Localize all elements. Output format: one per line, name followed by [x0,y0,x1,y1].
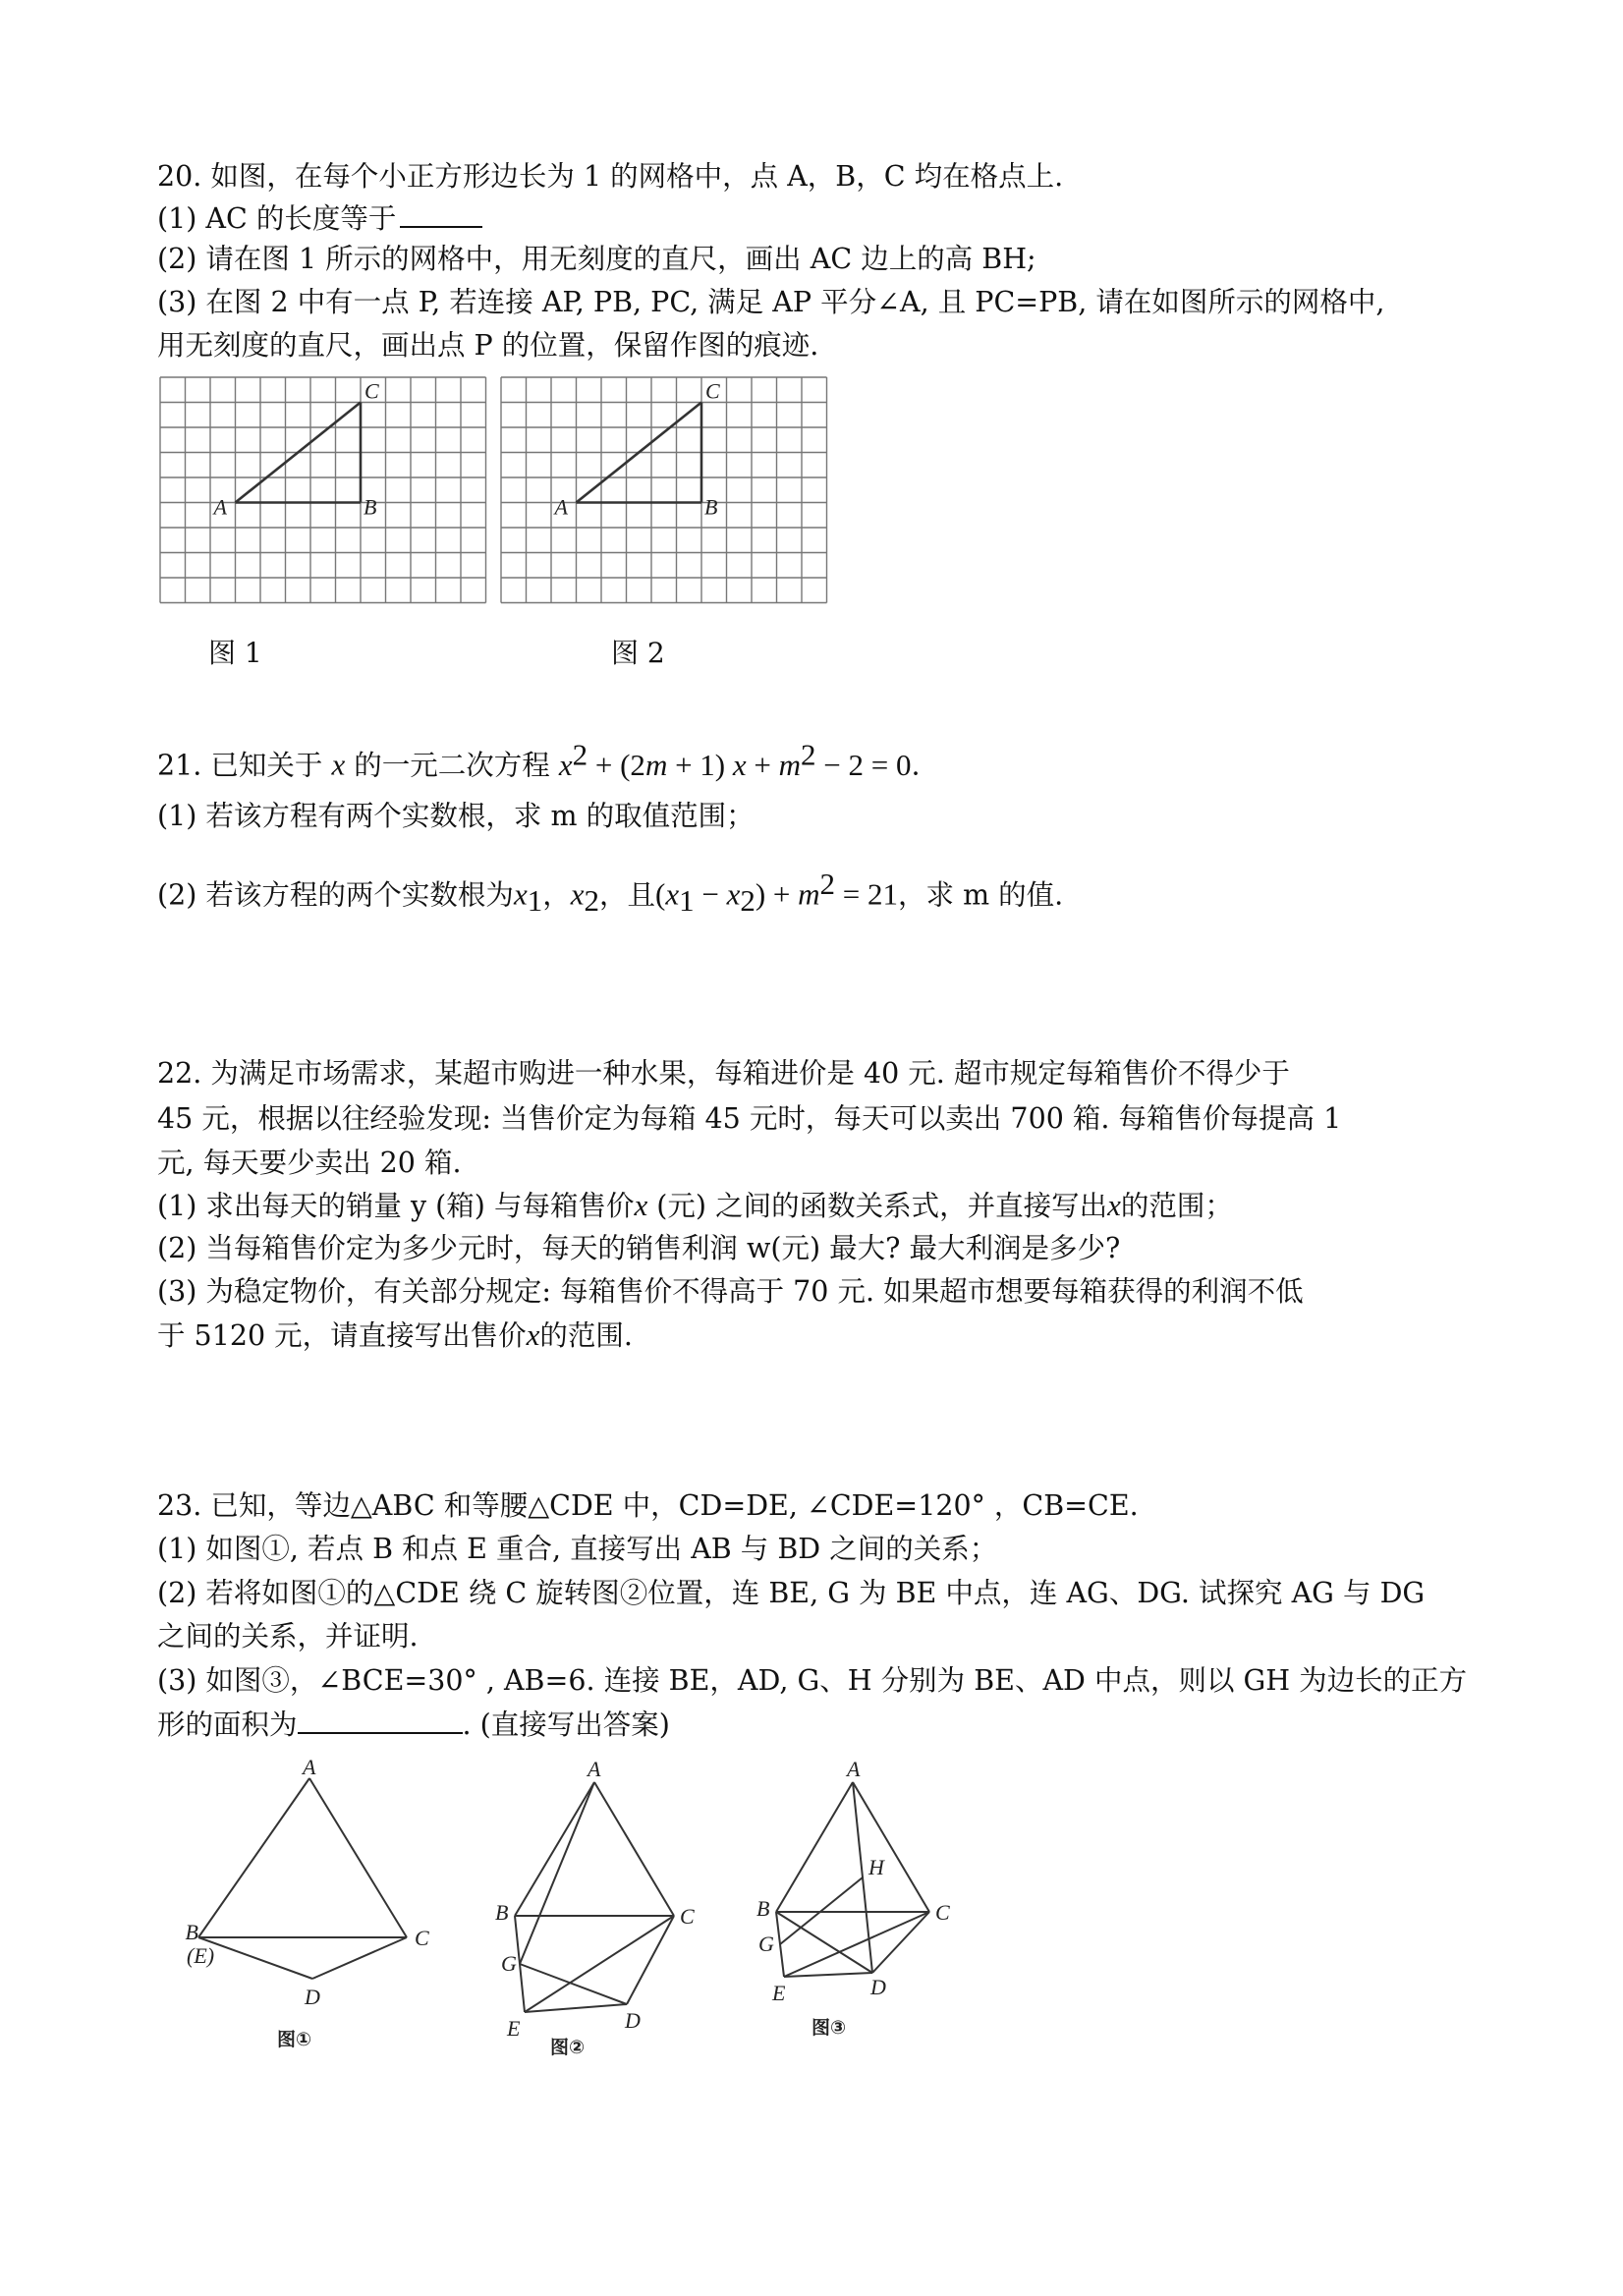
q23-line-1: 23. 已知，等边△ABC 和等腰△CDE 中，CD=DE, ∠CDE=120° ，CB=CE. [157,1489,1139,1522]
q20-part-1-text: (1) AC 的长度等于 [157,202,397,235]
q20-part-2: (2) 请在图 1 所示的网格中，用无刻度的直尺，画出 AC 边上的高 BH; [157,243,1036,275]
fig3-label-G: G [758,1932,774,1956]
fig3-segment-ED [784,1973,872,1977]
q23-part-3: (3) 如图③，∠BCE=30° , AB=6. 连接 BE，AD, G、H 分别为 BE、AD 中点，则以 GH 为边长的正方 [157,1664,1468,1697]
q20-answer-blank[interactable] [400,200,482,228]
q20-part-1 [157,200,482,237]
fig2-label-A: A [588,1757,601,1781]
q20-fig2-caption: 图 2 [611,637,665,669]
fig1-segment-AC [309,1778,407,1937]
q20-line-1: 20. 如图，在每个小正方形边长为 1 的网格中，点 A，B，C 均在格点上. [157,160,1064,193]
grid-label-A: A [554,494,568,520]
grid-label-C: C [364,378,379,404]
q22-part-3: (3) 为稳定物价，有关部分规定: 每箱售价不得高于 70 元. 如果超市想要每箱获得的利润不低 [157,1275,1304,1308]
grid-label-A: A [213,494,227,520]
q21-var-x: x [331,747,346,782]
q23-figure-2 [481,1759,727,2073]
q22-line-2: 45 元，根据以往经验发现: 当售价定为每箱 45 元时，每天可以卖出 700 箱. 每箱售价每提高 1 [157,1102,1342,1135]
q20-grid-figure-2 [501,377,829,607]
fig3-segment-BD [776,1912,872,1973]
q23-part-2-cont: 之间的关系，并证明. [157,1620,419,1652]
fig1-segment-AB [198,1778,309,1937]
q21-line-1: 21. 已知关于 x 的一元二次方程 $x^2 + (2m + 1) x + m^2 - 2 = 0$. [157,737,921,782]
fig1-label-A: A [303,1755,316,1779]
q23-answer-blank[interactable] [298,1707,463,1734]
fig1-label-C: C [415,1926,429,1950]
fig2-caption: 图② [550,2037,586,2058]
q20-part-3-cont: 用无刻度的直尺，画出点 P 的位置，保留作图的痕迹. [157,329,819,362]
fig1-label-B: B [185,1920,198,1944]
q23-part-2: (2) 若将如图①的△CDE 绕 C 旋转图②位置，连 BE, G 为 BE 中点，连 AG、DG. 试探究 AG 与 DG [157,1577,1426,1609]
fig3-label-E: E [772,1981,786,2005]
fig2-segment-AB [515,1782,594,1916]
fig1-label-D: D [305,1985,320,2009]
fig2-segment-CE [525,1916,674,2012]
grid-lines [160,377,486,603]
grid-label-B: B [364,494,377,520]
fig3-label-C: C [935,1900,950,1925]
q21-equation: $x^2 + (2m + 1) x + m^2 - 2 = 0$ [558,737,912,782]
q20-fig1-caption: 图 1 [208,637,262,669]
q21-part-1: (1) 若该方程有两个实数根，求 m 的取值范围； [157,800,755,832]
fig2-segment-CD [627,1916,674,2004]
q20-part-3: (3) 在图 2 中有一点 P, 若连接 AP, PB, PC, 满足 AP 平分∠A, 且 PC=PB, 请在如图所示的网格中, [157,286,1385,318]
fig2-label-B: B [495,1900,509,1925]
grid-lines [501,377,827,603]
q22-part-1: (1) 求出每天的销量 y (箱) 与每箱售价x (元) 之间的函数关系式，并直接写出x的范围； [157,1188,1233,1222]
fig2-segment-AG [520,1782,594,1964]
fig3-label-D: D [870,1975,886,1999]
q23-figure-1 [167,1755,452,2073]
fig2-label-C: C [680,1904,695,1929]
fig1-segment-CD [312,1937,407,1979]
fig2-segment-AC [594,1782,674,1916]
q21-part-2: (2) 若该方程的两个实数根为$x_1$，$x_2$，且$(x_1 - x_2) + m^2 = 21$，求 m 的值. [157,867,1064,919]
grid-label-B: B [704,494,718,520]
fig3-segment-CE [784,1912,929,1977]
fig1-segment-BD [198,1937,312,1979]
q21-mid: 的一元二次方程 [354,749,550,782]
fig2-segment-GD [520,1964,627,2004]
q22-line-1: 22. 为满足市场需求，某超市购进一种水果，每箱进价是 40 元. 超市规定每箱售价不得少于 [157,1057,1290,1090]
fig2-label-G: G [501,1951,517,1976]
q22-line-3: 元, 每天要少卖出 20 箱. [157,1147,462,1179]
q22-part-3-cont: 于 5120 元，请直接写出售价x的范围. [157,1317,633,1352]
fig3-caption: 图③ [812,2017,847,2039]
fig2-label-E: E [507,2016,521,2041]
fig3-label-H: H [868,1855,884,1879]
fig1-caption: 图① [277,2029,312,2050]
fig2-segment-ED [525,2004,627,2012]
fig3-label-A: A [847,1757,861,1781]
q21-prefix: 21. 已知关于 [157,749,323,782]
fig1-label-E: (E) [187,1943,215,1968]
grid-label-C: C [705,378,720,404]
fig3-segment-CD [872,1912,929,1973]
fig3-label-B: B [756,1896,770,1921]
q23-part-3-cont: 形的面积为 . (直接写出答案) [157,1708,670,1741]
q23-part-1: (1) 如图①, 若点 B 和点 E 重合, 直接写出 AB 与 BD 之间的关系； [157,1533,998,1565]
fig3-segment-AB [776,1782,853,1912]
q20-grid-figure-1 [160,377,488,607]
q22-part-2: (2) 当每箱售价定为多少元时，每天的销售利润 w(元) 最大? 最大利润是多少? [157,1232,1121,1264]
fig2-label-D: D [625,2008,641,2033]
q23-figure-3 [747,1759,982,2073]
